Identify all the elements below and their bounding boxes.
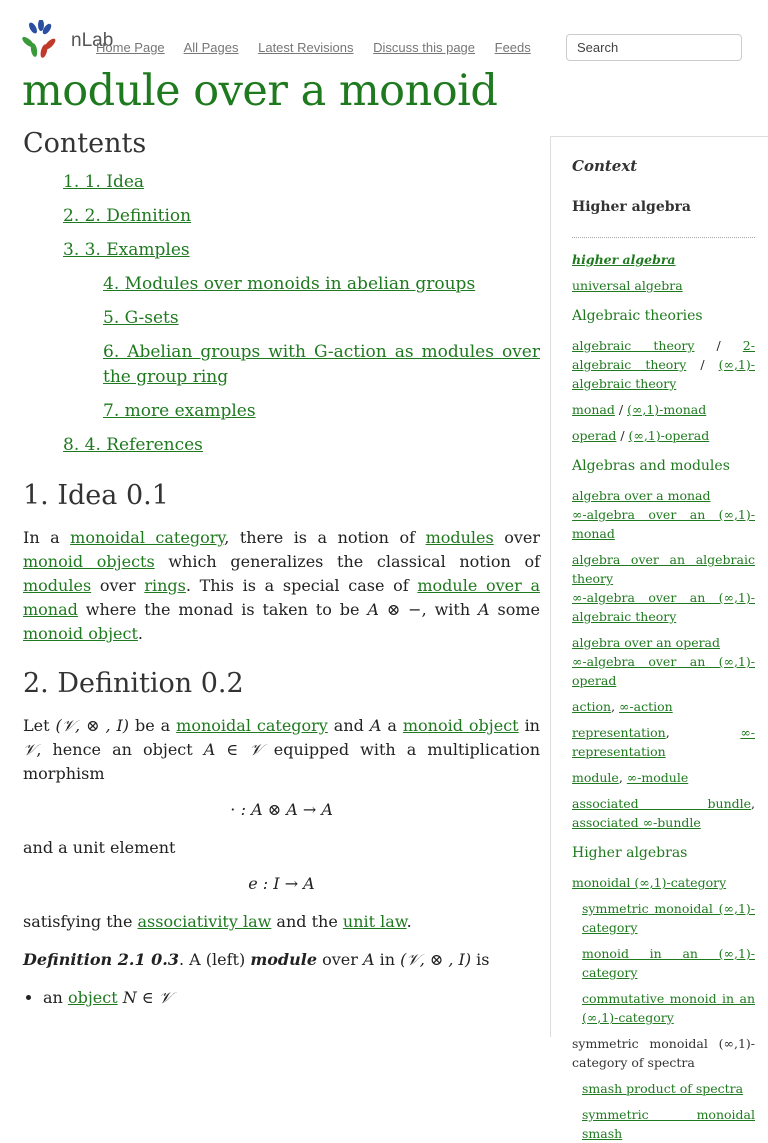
toc-item	[23, 399, 540, 424]
text: over	[91, 576, 145, 595]
sidebar-link[interactable]: symmetric monoidal smash	[582, 1107, 755, 1141]
link-associativity-law[interactable]: associativity law	[137, 912, 272, 931]
display-equation: ⋅ : A ⊗ A → A	[230, 800, 333, 819]
text: equipped with a multiplication morphism	[23, 740, 540, 783]
text: .	[137, 624, 143, 643]
sidebar-link[interactable]: monoidal (∞,1)-category	[572, 875, 727, 890]
link-modules[interactable]: modules	[425, 528, 494, 547]
toc-link-examples[interactable]: 3. 3. Examples	[63, 240, 190, 260]
search-input[interactable]	[566, 34, 742, 61]
nav-feeds[interactable]: Feeds	[494, 40, 531, 55]
display-equation: e : I → A	[248, 874, 315, 893]
site-name[interactable]: nLab	[71, 30, 114, 51]
text: which generalizes the classical notion of	[154, 552, 540, 571]
math: (𝒱, ⊗ , I)	[400, 950, 472, 969]
link-module-over-monad[interactable]: module over a monad	[23, 576, 541, 619]
toc-link-idea[interactable]: 1. 1. Idea	[63, 172, 145, 192]
sidebar-link-higher-algebra[interactable]: higher algebra	[572, 252, 676, 267]
sidebar-heading-algebraic-theories: Algebraic theories	[572, 308, 703, 324]
link-object[interactable]: object	[67, 988, 118, 1007]
math: A ⊗ −	[367, 600, 422, 619]
text: In a	[23, 528, 71, 547]
list-item	[43, 986, 540, 1010]
toc-item	[23, 306, 540, 331]
toc-item	[23, 433, 540, 458]
text: some	[489, 600, 540, 619]
sidebar-link[interactable]: ∞-algebra over an (∞,1)-algebraic theory	[572, 590, 755, 624]
text: is	[471, 950, 490, 969]
sidebar-link-representation[interactable]: representation	[572, 725, 666, 740]
link-modules-2[interactable]: modules	[23, 576, 92, 595]
main-content	[23, 128, 540, 1010]
context-sidebar: Context Higher algebra higher algebra universal algebra Algebraic theories algebraic theory / 2-algebraic theory / (∞,1)-algebraic theory monad / (∞,1)-monad operad / (∞,1)-operad Algebras and modules algebra over a monad ∞-algebra over an (∞,1)-monad algebra over an algebraic theory ∞-algebra over an (∞,1)-algebraic theory algebra over an operad ∞-algebra over an (∞,1)-operad action, ∞-action representation, ∞-representation module, ∞-module associated bundle, associated ∞-bundle Higher algebras monoidal (∞,1)-category symmetric monoidal (∞,1)-category monoid in an (∞,1)-category commutative monoid in an (∞,1)-category symmetric monoidal (∞,1)-category of spectra smash product of spectra symmetric monoidal smash	[550, 136, 768, 1037]
sidebar-link[interactable]: ∞-algebra over an (∞,1)-monad	[572, 507, 755, 541]
definition-heading: 2. Definition 0.2	[23, 668, 244, 699]
link-rings[interactable]: rings	[144, 576, 186, 595]
link-monoidal-category[interactable]: monoidal category	[70, 528, 225, 547]
text: over	[317, 950, 363, 969]
link-monoid-object-2[interactable]: monoid object	[402, 716, 519, 735]
link-monoidal-category-2[interactable]: monoidal category	[176, 716, 328, 735]
sidebar-link-inf-monad[interactable]: (∞,1)-monad	[627, 402, 707, 417]
math: A	[478, 600, 490, 619]
sidebar-link-inf-algebraic-theory[interactable]: (∞,1)-algebraic theory	[572, 357, 755, 391]
sidebar-link-inf-action[interactable]: ∞-action	[619, 699, 673, 714]
toc-item	[23, 272, 540, 297]
toc-item	[23, 170, 540, 195]
toc-item	[23, 204, 540, 229]
sidebar-heading-algebras-modules: Algebras and modules	[572, 458, 730, 474]
text: . This is a special case of	[185, 576, 418, 595]
text: , hence an object	[36, 740, 204, 759]
text: .	[406, 912, 412, 931]
text: over	[493, 528, 541, 547]
text: , there is a notion of	[224, 528, 426, 547]
sidebar-context-label: Context	[572, 157, 638, 175]
sidebar-link-2-algebraic-theory[interactable]: 2-algebraic theory	[572, 338, 755, 372]
text: , with	[421, 600, 479, 619]
definition-label: Definition 2.1 0.3	[23, 950, 179, 969]
link-unit-law[interactable]: unit law	[342, 912, 407, 931]
link-monoid-object[interactable]: monoid object	[23, 624, 138, 643]
sidebar-link[interactable]: algebra over a monad	[572, 488, 711, 503]
sidebar-link-inf-module[interactable]: ∞-module	[626, 770, 689, 785]
sidebar-link[interactable]: smash product of spectra	[582, 1081, 744, 1096]
toc-link-g-sets[interactable]: 5. G-sets	[103, 308, 179, 328]
idea-paragraph	[23, 526, 540, 646]
sidebar-heading-higher-algebras: Higher algebras	[572, 845, 688, 861]
nav-home-page[interactable]: Home Page	[96, 40, 165, 55]
contents-heading: Contents	[23, 128, 147, 159]
text: a	[381, 716, 403, 735]
text: an	[43, 988, 68, 1007]
sidebar-link[interactable]: commutative monoid in an (∞,1)-category	[582, 991, 755, 1025]
sidebar-link[interactable]: ∞-algebra over an (∞,1)-operad	[572, 654, 755, 688]
text: and	[327, 716, 370, 735]
nav-latest-revisions[interactable]: Latest Revisions	[258, 40, 354, 55]
sidebar-link-operad[interactable]: operad	[572, 428, 617, 443]
math: N ∈ 𝒱	[117, 988, 173, 1007]
sidebar-subject: Higher algebra	[572, 199, 691, 215]
sidebar-link-inf-operad[interactable]: (∞,1)-operad	[628, 428, 710, 443]
text: Let	[23, 716, 56, 735]
definition-list	[23, 986, 540, 1010]
text: in	[374, 950, 401, 969]
sidebar-link[interactable]: algebra over an operad	[572, 635, 721, 650]
toc-link-more-examples[interactable]: 7. more examples	[103, 401, 256, 421]
sidebar-link[interactable]: algebra over an algebraic theory	[572, 552, 755, 586]
sidebar-link-associated-bundle[interactable]: associated bundle	[572, 796, 752, 811]
table-of-contents	[23, 170, 540, 458]
divider	[572, 237, 755, 238]
text: where the monad is taken to be	[77, 600, 368, 619]
text: in	[518, 716, 540, 735]
math: A	[362, 950, 375, 969]
sidebar-link-inf-representation[interactable]: ∞-representation	[572, 725, 755, 759]
nlab-logo-icon[interactable]	[20, 20, 60, 60]
definition-paragraph	[23, 714, 540, 786]
text: . A (left)	[178, 950, 251, 969]
nav-all-pages[interactable]: All Pages	[183, 40, 239, 55]
math: A ∈ 𝒱	[203, 740, 263, 759]
text: be a	[129, 716, 177, 735]
separator: /	[694, 338, 743, 353]
math: A	[369, 716, 382, 735]
text-line: and a unit element	[23, 838, 176, 857]
sidebar-text: symmetric monoidal (∞,1)-category of spectra	[572, 1036, 755, 1070]
defined-term: module	[250, 950, 317, 969]
toc-link-group-ring[interactable]: 6. Abelian groups with G-action as modules over the group ring	[103, 342, 540, 387]
sidebar-link[interactable]: monoid in an (∞,1)-category	[582, 946, 755, 980]
top-nav	[96, 40, 547, 55]
idea-heading: 1. Idea 0.1	[23, 480, 169, 511]
link-monoid-objects[interactable]: monoid objects	[23, 552, 155, 571]
toc-link-definition[interactable]: 2. 2. Definition	[63, 206, 192, 226]
toc-item	[23, 238, 540, 263]
toc-item	[23, 340, 540, 390]
text: satisfying the	[23, 912, 138, 931]
nav-discuss-page[interactable]: Discuss this page	[373, 40, 476, 55]
math: 𝒱	[23, 740, 37, 759]
sidebar-link-action[interactable]: action	[572, 699, 612, 714]
law-paragraph	[23, 910, 540, 934]
sidebar-link-universal-algebra[interactable]: universal algebra	[572, 278, 683, 293]
page-title: module over a monoid	[22, 66, 498, 116]
toc-link-abelian-groups[interactable]: 4. Modules over monoids in abelian groups	[103, 274, 476, 294]
toc-link-references[interactable]: 8. 4. References	[63, 435, 203, 455]
sidebar-link-monad[interactable]: monad	[572, 402, 615, 417]
math: (𝒱, ⊗ , I)	[55, 716, 130, 735]
separator: /	[686, 357, 719, 372]
sidebar-link[interactable]: symmetric monoidal (∞,1)-category	[582, 901, 755, 935]
sidebar-link-module[interactable]: module	[572, 770, 619, 785]
definition-statement	[23, 948, 540, 972]
sidebar-link-algebraic-theory[interactable]: algebraic theory	[572, 338, 695, 353]
sidebar-link-associated-inf-bundle[interactable]: associated ∞-bundle	[572, 815, 701, 830]
text: and the	[271, 912, 343, 931]
